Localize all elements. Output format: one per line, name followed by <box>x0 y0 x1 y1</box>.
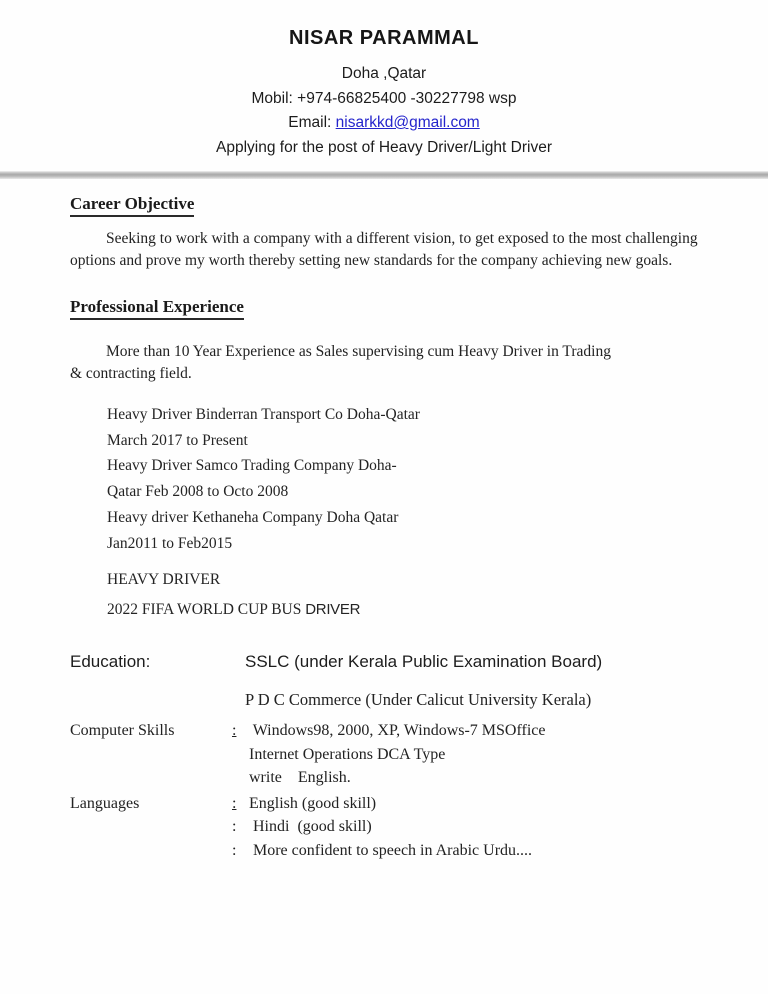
language-text: Hindi (good skill) <box>249 818 372 836</box>
colon-mark: : <box>232 818 237 836</box>
heavy-driver-line: HEAVY DRIVER <box>107 571 221 589</box>
colon-mark: : <box>232 841 237 859</box>
experience-entry: Heavy Driver Samco Trading Company Doha- <box>107 457 397 475</box>
email-label: Email: <box>288 114 336 131</box>
language-text: More confident to speech in Arabic Urdu.... <box>249 841 533 859</box>
education-row-2 <box>70 689 700 711</box>
mobile-line: Mobil: +974-66825400 -30227798 wsp <box>251 89 517 107</box>
language-item <box>232 815 700 839</box>
computer-skills-line: write English. <box>249 769 351 787</box>
career-objective-paragraph <box>70 228 700 271</box>
language-text: English (good skill) <box>249 794 377 812</box>
email-line <box>0 111 768 136</box>
computer-skills-section <box>70 719 700 790</box>
language-item <box>232 792 700 816</box>
colon-mark: : <box>232 794 237 812</box>
experience-entry: March 2017 to Present <box>107 431 248 449</box>
education-value-pdc: P D C Commerce (Under Calicut University Kerala) <box>245 690 592 710</box>
paragraph-line: options and prove my worth thereby setting new standards for the company achieving new goals. <box>70 251 673 269</box>
paragraph-line: & contracting field. <box>70 364 192 382</box>
resume-header <box>0 0 768 160</box>
colon-mark: : <box>232 722 237 740</box>
experience-entry: Heavy driver Kethaneha Company Doha Qatar <box>107 508 399 526</box>
languages-row <box>70 839 700 863</box>
experience-entry: Jan2011 to Feb2015 <box>107 534 233 552</box>
professional-experience-section <box>70 297 700 320</box>
education-value-sslc: SSLC (under Kerala Public Examination Board) <box>245 652 603 672</box>
resume-body <box>0 194 768 862</box>
experience-entry: Heavy Driver Binderran Transport Co Doha-Qatar <box>107 406 420 423</box>
experience-entry-list <box>70 402 700 556</box>
computer-skills-line: Windows98, 2000, XP, Windows-7 MSOffice <box>249 722 546 740</box>
horizontal-divider <box>0 171 768 179</box>
location-line: Doha ,Qatar <box>341 65 427 82</box>
career-objective-section <box>70 194 700 217</box>
languages-row <box>70 792 700 816</box>
fifa-line-prefix: 2022 FIFA WORLD CUP BUS <box>107 601 306 619</box>
experience-entry: Qatar Feb 2008 to Octo 2008 <box>107 483 289 501</box>
career-objective-heading: Career Objective <box>70 194 194 217</box>
professional-experience-heading: Professional Experience <box>70 297 244 320</box>
experience-summary-paragraph <box>70 341 700 384</box>
languages-row <box>70 815 700 839</box>
email-link[interactable]: nisarkkd@gmail.com <box>335 114 480 131</box>
languages-section <box>70 792 700 863</box>
contact-block <box>0 62 768 160</box>
fifa-line-suffix: DRIVER <box>305 601 361 619</box>
fifa-world-cup-line <box>70 600 700 620</box>
languages-label: Languages <box>70 794 140 812</box>
education-row <box>70 651 700 673</box>
language-item <box>232 839 700 863</box>
computer-skills-value <box>232 719 700 743</box>
candidate-name: NISAR PARAMMAL <box>289 27 479 49</box>
computer-skills-label: Computer Skills <box>70 722 175 740</box>
paragraph-line: More than 10 Year Experience as Sales supervising cum Heavy Driver in Trading <box>106 343 611 360</box>
paragraph-line: Seeking to work with a company with a different vision, to get exposed to the most challenging <box>106 230 698 247</box>
computer-skills-row <box>70 766 700 790</box>
education-label: Education: <box>70 652 151 672</box>
computer-skills-row <box>70 743 700 767</box>
computer-skills-row <box>70 719 700 743</box>
computer-skills-line: Internet Operations DCA Type <box>249 745 446 763</box>
applying-line: Applying for the post of Heavy Driver/Light Driver <box>216 138 552 156</box>
